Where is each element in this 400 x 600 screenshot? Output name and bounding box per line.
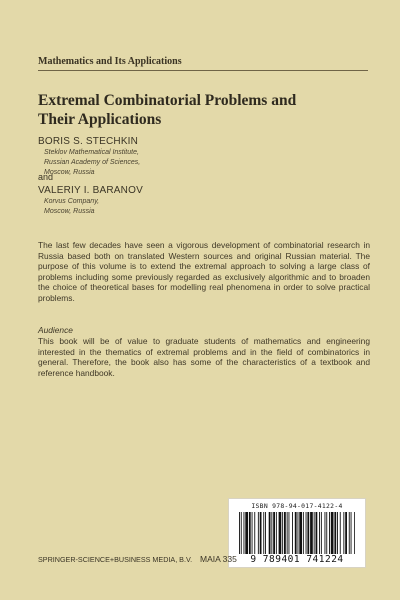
barcode-bar — [241, 512, 242, 554]
series-name: Mathematics and Its Applications — [38, 56, 182, 67]
barcode-bar — [273, 512, 275, 554]
barcode-bar — [326, 512, 327, 554]
series-divider — [38, 70, 368, 71]
barcode-bar — [254, 512, 255, 554]
affiliation-line: Moscow, Russia — [44, 169, 95, 176]
barcode-bar — [329, 512, 330, 554]
barcode-graphic — [239, 512, 355, 554]
barcode-bar — [298, 512, 299, 554]
affiliation-line: Korvus Company, — [44, 198, 100, 205]
barcode-bar — [269, 512, 271, 554]
barcode-bar — [249, 512, 251, 554]
audience-heading: Audience — [38, 325, 73, 335]
barcode-bar — [252, 512, 253, 554]
book-description: The last few decades have seen a vigorous development of combinatorial research in Russia based both on translated Western sources and original Russian material. The purpose of this volume is to extend the extremal approach to solving a large class of problems including some previously regarded as exclusively algorithmic and to broaden the choice of theoretical bases for modelling real phenomena in order to solve practical problems. — [38, 240, 370, 303]
barcode-bar — [265, 512, 266, 554]
barcode-bar — [299, 512, 302, 554]
barcode-bar — [345, 512, 347, 554]
barcode-bar — [340, 512, 341, 554]
barcode-bar — [343, 512, 344, 554]
barcode-bar — [287, 512, 288, 554]
barcode-bar — [303, 512, 304, 554]
barcode-bar — [289, 512, 290, 554]
affiliation-line: Steklov Mathematical Institute, — [44, 149, 139, 156]
barcode-bar — [245, 512, 248, 554]
barcode-digits: 9 789401 741224 — [250, 554, 344, 565]
barcode-bar — [337, 512, 338, 554]
affiliation-line: Moscow, Russia — [44, 208, 95, 215]
barcode-bar — [354, 512, 355, 554]
barcode-bar — [334, 512, 336, 554]
barcode-bar — [351, 512, 352, 554]
barcode-bar — [306, 512, 307, 554]
barcode-bar — [349, 512, 350, 554]
barcode-bar — [292, 512, 293, 554]
barcode-bar — [316, 512, 318, 554]
audience-description: This book will be of value to graduate students of mathematics and engineering interested in the thematics of extremal problems and in the field of combinatorics in general. Therefore, the book also has some of the characteristics of a textbook and reference handbook. — [38, 336, 370, 378]
barcode-bar — [244, 512, 245, 554]
barcode-bar — [271, 512, 272, 554]
isbn-label: ISBN 978-94-017-4122-4 — [251, 502, 343, 510]
publisher-name: SPRINGER-SCIENCE+BUSINESS MEDIA, B.V. — [38, 555, 193, 564]
author-affiliation-1 — [44, 148, 140, 178]
barcode-bar — [284, 512, 286, 554]
book-title-line-1: Extremal Combinatorial Problems and — [38, 92, 297, 109]
affiliation-line: Russian Academy of Sciences, — [44, 159, 141, 166]
barcode-bar — [310, 512, 313, 554]
barcode-bar — [314, 512, 315, 554]
barcode-bar — [279, 512, 282, 554]
barcode-bar — [295, 512, 297, 554]
barcode-bar — [331, 512, 334, 554]
series-number: MAIA 335 — [200, 554, 237, 564]
barcode-bar — [263, 512, 264, 554]
barcode-bar — [258, 512, 259, 554]
author-affiliation-2 — [44, 197, 99, 217]
barcode-bar — [276, 512, 277, 554]
barcode-bar — [307, 512, 309, 554]
barcode-bar — [325, 512, 326, 554]
barcode-bar — [321, 512, 322, 554]
barcode-bar — [239, 512, 240, 554]
barcode-bar — [282, 512, 283, 554]
book-title-line-2: Their Applications — [38, 111, 162, 128]
author-name-2: VALERIY I. BARANOV — [38, 185, 143, 196]
author-name-1: BORIS S. STECHKIN — [38, 136, 139, 147]
barcode-panel — [228, 498, 366, 568]
author-connector: and — [38, 172, 54, 182]
barcode-bar — [319, 512, 320, 554]
book-title — [38, 91, 358, 129]
barcode-bar — [260, 512, 262, 554]
